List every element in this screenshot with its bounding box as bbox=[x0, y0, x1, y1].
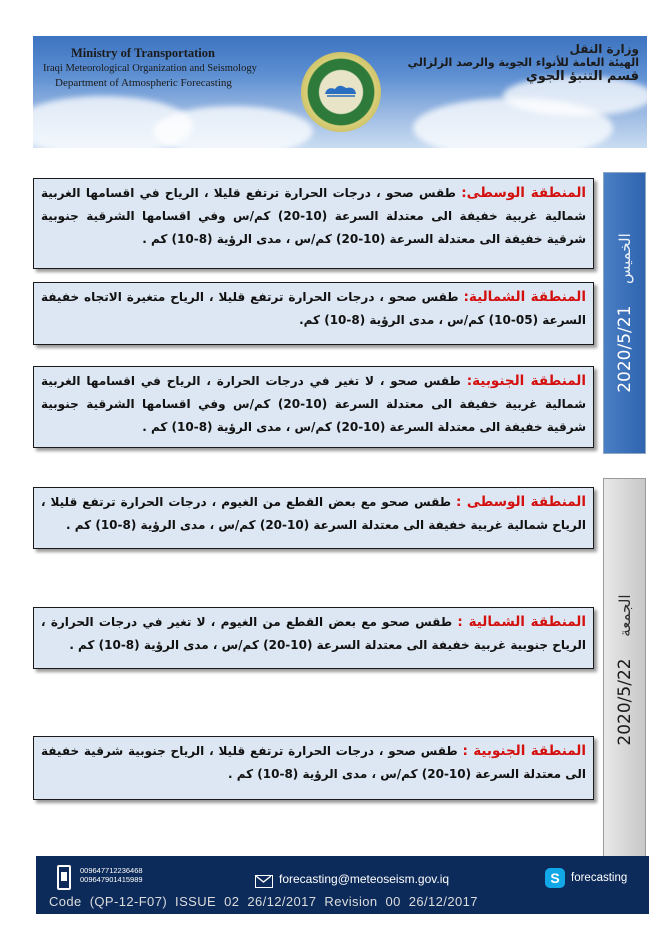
forecast-day2-central bbox=[33, 487, 594, 549]
ministry-name-ar: وزارة النقل bbox=[569, 42, 639, 56]
header-english bbox=[43, 46, 257, 91]
date-label-day2 bbox=[615, 594, 635, 745]
department-name-en: Department of Atmospheric Forecasting bbox=[55, 77, 232, 89]
date-bar-day2 bbox=[603, 478, 646, 862]
organization-logo bbox=[301, 52, 381, 132]
skype-handle[interactable]: forecasting bbox=[571, 872, 628, 884]
skype-icon: S bbox=[545, 868, 565, 888]
date-bar-day1 bbox=[603, 172, 646, 454]
region-forecast-text: طقس صحو ، درجات الحرارة ترتفع قليلا ، الرياح جنوبية شرقية خفيفة الى معتدلة السرعة (10-20) كم/س ، مدى الرؤية (8-10) كم . bbox=[41, 744, 586, 781]
forecast-day1-central bbox=[33, 178, 594, 269]
date-label-day1 bbox=[615, 233, 635, 393]
region-forecast-text: طقس صحو ، لا تغير في درجات الحرارة ، الرياح في اقسامها الغربية شمالية غربية خفيفة الى معتدلة السرعة (10-20) كم/س وفي اقسامها الشرقية جنوبية شرقية خفيفة الى معتدلة السرعة (10-20) كم/س ، مدى الرؤية (8-10) كم . bbox=[41, 374, 586, 434]
footer-bar bbox=[36, 856, 649, 914]
region-label: المنطقة الشمالية : bbox=[457, 614, 586, 630]
organization-name-ar: الهيئة العامة للأنواء الجوية والرصد الزلزالي bbox=[407, 56, 639, 69]
phone-number-2: 009647901415989 bbox=[80, 875, 143, 884]
ministry-name-en: Ministry of Transportation bbox=[71, 46, 215, 60]
region-label: المنطقة الجنوبية : bbox=[462, 743, 587, 759]
region-forecast-text: طقس صحو ، درجات الحرارة ترتفع قليلا ، الرياح متغيرة الاتجاه خفيفة السرعة (05-10) كم/س ، مدى الرؤية (8-10) كم. bbox=[41, 290, 586, 327]
forecast-day2-north bbox=[33, 607, 594, 669]
document-code: Code (QP-12-F07) ISSUE 02 26/12/2017 Revision 00 26/12/2017 bbox=[49, 894, 478, 909]
phone-numbers bbox=[80, 866, 143, 884]
cloud-icon bbox=[323, 82, 359, 98]
weekday-label: الجمعة bbox=[615, 594, 634, 637]
region-forecast-text: طقس صحو مع بعض القطع من الغيوم ، درجات الحرارة ترتفع قليلا ، الرياح شمالية غربية خفيفة الى معتدلة السرعة (10-20) كم/س ، مدى الرؤية (8-10) كم . bbox=[41, 495, 586, 532]
region-label: المنطقة الشمالية: bbox=[463, 289, 586, 305]
region-label: المنطقة الوسطى : bbox=[456, 494, 586, 510]
region-forecast-text: طقس صحو مع بعض القطع من الغيوم ، لا تغير في درجات الحرارة ، الرياح جنوبية غربية خفيفة الى معتدلة السرعة (10-20) كم/س ، مدى الرؤية (8-10) كم . bbox=[41, 615, 586, 652]
department-name-ar: قسم التنبؤ الجوي bbox=[525, 69, 639, 84]
header-arabic bbox=[408, 42, 639, 84]
mail-icon bbox=[255, 875, 273, 888]
region-label: المنطقة الوسطى: bbox=[461, 185, 587, 201]
forecast-day2-south bbox=[33, 736, 594, 800]
weekday-label: الخميس bbox=[615, 233, 634, 284]
header-banner bbox=[33, 36, 647, 148]
forecast-day1-north bbox=[33, 282, 594, 345]
region-label: المنطقة الجنوبية: bbox=[466, 373, 586, 389]
phone-icon bbox=[57, 865, 71, 890]
organization-name-en: Iraqi Meteorological Organization and Seismology bbox=[43, 63, 257, 74]
region-forecast-text: طقس صحو ، درجات الحرارة ترتفع قليلا ، الرياح في اقسامها الغربية شمالية غربية خفيفة الى معتدلة السرعة (10-20) كم/س وفي اقسامها الشرقية جنوبية شرقية خفيفة الى معتدلة السرعة (10-20) كم/س ، مدى الرؤية (8-10) كم . bbox=[41, 186, 586, 246]
forecast-day1-south bbox=[33, 366, 594, 448]
date-value: 2020/5/22 bbox=[614, 658, 635, 746]
email-link[interactable]: forecasting@meteoseism.gov.iq bbox=[279, 872, 450, 886]
phone-number-1: 009647712236468 bbox=[80, 866, 143, 875]
date-value: 2020/5/21 bbox=[614, 305, 635, 393]
